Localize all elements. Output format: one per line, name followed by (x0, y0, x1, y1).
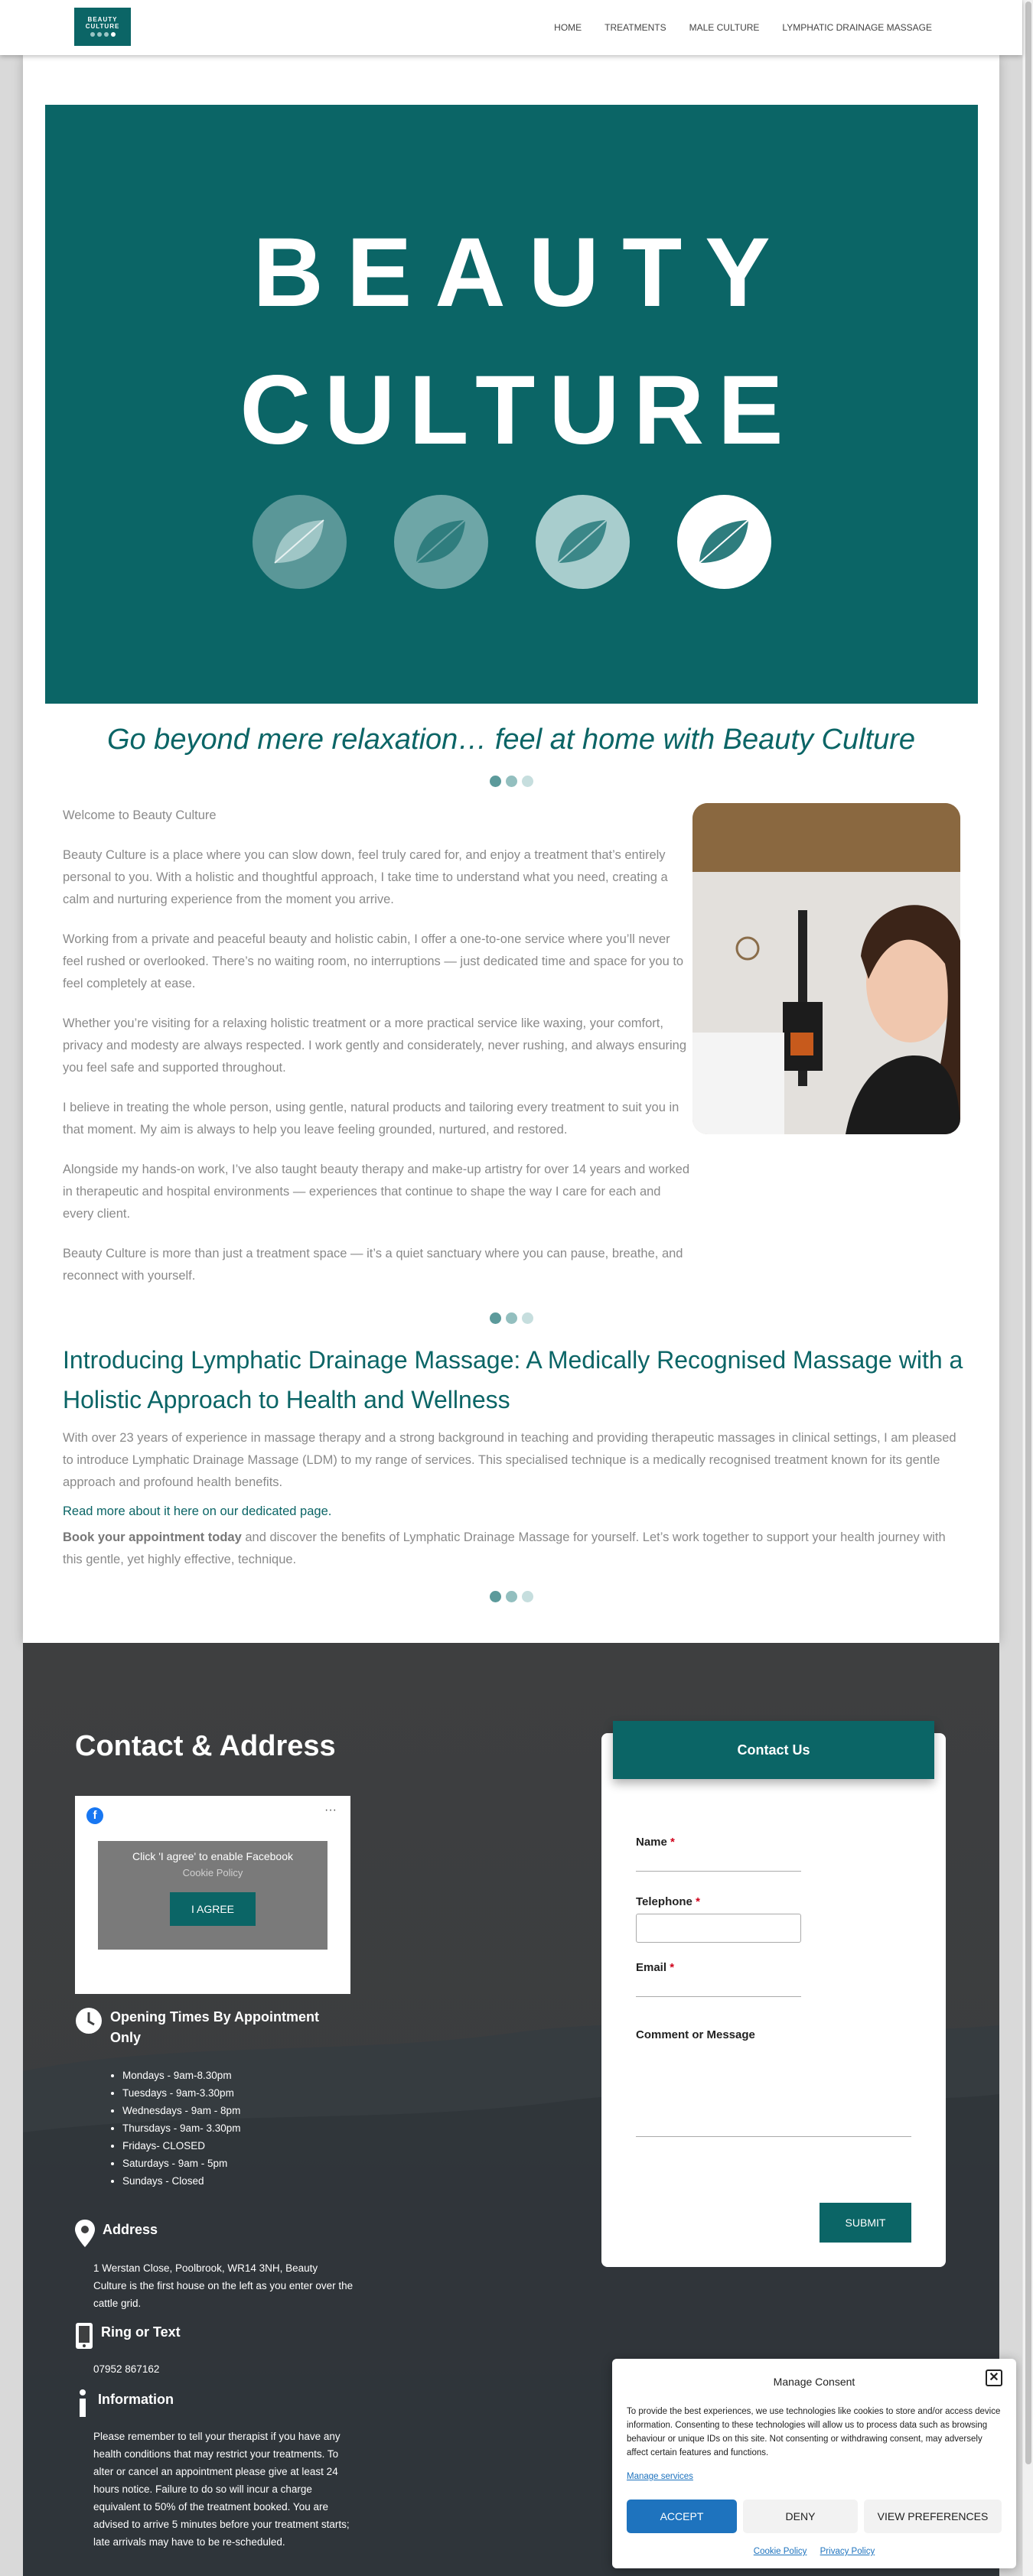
leaf-icon (536, 495, 630, 589)
leaf-icon (253, 495, 347, 589)
logo-leaf-icons (74, 32, 131, 37)
nav-male-culture[interactable]: MALE CULTURE (689, 22, 760, 33)
opening-time-item: • Mondays - 9am-8.30pm (122, 2067, 241, 2084)
information-heading (75, 2389, 174, 2417)
lymphatic-heading: Introducing Lymphatic Drainage Massage: A Medically Recognised Massage with a Holistic Approach to Health and Wellness (63, 1346, 963, 1413)
lymphatic-read-more-link[interactable]: Read more about it here on our dedicated page. (63, 1504, 332, 1518)
opening-time-item: • Tuesdays - 9am-3.30pm (122, 2084, 241, 2102)
intro-paragraph: Alongside my hands-on work, I’ve also taught beauty therapy and make-up artistry for over 14 years and worked in therapeutic and hospital environments — experiences that continue to shape the way I care for each and every client. (63, 1163, 690, 1221)
opening-time-item: • Wednesdays - 9am - 8pm (122, 2102, 241, 2119)
section-divider (23, 1312, 999, 1324)
scrollbar[interactable] (1022, 0, 1033, 2576)
section-divider (23, 776, 999, 787)
contact-form (601, 1733, 946, 2267)
facebook-agree-button[interactable]: I AGREE (170, 1892, 256, 1926)
facebook-consent-placeholder (98, 1841, 327, 1950)
facebook-embed (75, 1796, 350, 1994)
opening-time-item: • Sundays - Closed (122, 2172, 241, 2190)
privacy-policy-link[interactable]: Privacy Policy (820, 2547, 875, 2556)
deny-button[interactable]: DENY (743, 2500, 858, 2533)
intro-paragraph: Working from a private and peaceful beauty and holistic cabin, I offer a one-to-one service where you’ll never feel rushed or overlooked. There’s no waiting room, no interruptions — just dedicated time and space for you to feel completely at ease. (63, 932, 684, 990)
phone-number[interactable]: 07952 867162 (93, 2363, 160, 2375)
leaf-icon (677, 495, 771, 589)
consent-policy-links (612, 2547, 1016, 2556)
phone-heading (75, 2322, 181, 2350)
cookie-consent-dialog (612, 2359, 1016, 2568)
facebook-icon: f (86, 1807, 103, 1824)
info-icon (75, 2389, 90, 2417)
intro-paragraph: Beauty Culture is a place where you can slow down, feel truly cared for, and enjoy a treatment that’s entirely personal to you. With a holistic and thoughtful approach, I take time to understand what you need, creating a calm and nurturing experience from the moment you arrive. (63, 848, 668, 906)
nav-treatments[interactable]: TREATMENTS (604, 22, 666, 33)
clock-icon (75, 2007, 103, 2034)
address-text: 1 Werstan Close, Poolbrook, WR14 3NH, Beauty Culture is the first house on the left as you enter over the cattle grid. (93, 2262, 354, 2309)
booking-emphasis: Book your appointment today (63, 1530, 242, 1544)
name-field[interactable] (636, 1871, 801, 1872)
site-header (0, 0, 1022, 55)
address-title: Address (103, 2222, 158, 2237)
facebook-consent-text: Click 'I agree' to enable Facebook (132, 1850, 294, 1862)
submit-button[interactable]: SUBMIT (820, 2203, 911, 2243)
logo-line-2: CULTURE (85, 23, 120, 30)
booking-rest: and discover the benefits of Lymphatic Drainage Massage for yourself. Let’s work together to support your health journey with this gentle, yet highly effective, technique. (63, 1530, 946, 1566)
hero-title-beauty: BEAUTY (253, 218, 793, 327)
main-nav (554, 22, 932, 33)
consent-body: To provide the best experiences, we use technologies like cookies to store and/or access device information. Consenting to these technologies will allow us to process data such as browsing behaviour or unique IDs on this site. Not consenting or withdrawing consent, may adversely affect certain features and functions. (627, 2407, 1001, 2457)
tagline: Go beyond mere relaxation… feel at home with Beauty Culture (106, 724, 916, 756)
contact-title: Contact & Address (75, 1730, 336, 1762)
hero-leaf-icons (45, 495, 978, 589)
comment-field[interactable] (636, 2050, 911, 2137)
intro-paragraph: I believe in treating the whole person, using gentle, natural products and tailoring every treatment to suit you in that moment. My aim is always to help you leave feeling grounded, nurtured, and restored. (63, 1101, 679, 1137)
opening-times-list (122, 2067, 241, 2190)
intro-paragraph: Whether you’re visiting for a relaxing holistic treatment or a more practical service like waxing, your comfort, privacy and modesty are always respected. I work gently and considerately, never rushing, and always ensuring you feel safe and supported throughout. (63, 1016, 687, 1075)
opening-times-heading (75, 2007, 340, 2048)
information-text: Please remember to tell your therapist if you have any health conditions that may restrict your treatments. To alter or cancel an appointment please give at least 24 hours notice. Failure to do so will incur a charge equivalent to 50% of the treatment booked. You are advised to arrive 5 minutes before your treatment starts; late arrivals may have to be re-scheduled. (93, 2431, 350, 2548)
accept-button[interactable]: ACCEPT (627, 2500, 737, 2533)
contact-form-title: Contact Us (613, 1721, 934, 1779)
lymphatic-section (63, 1340, 966, 1571)
leaf-icon (394, 495, 488, 589)
site-logo[interactable] (74, 8, 131, 46)
cookie-policy-link[interactable]: Cookie Policy (753, 2547, 807, 2556)
nav-lymphatic-drainage[interactable]: LYMPHATIC DRAINAGE MASSAGE (782, 22, 932, 33)
phone-icon (75, 2322, 93, 2350)
map-pin-icon (75, 2220, 95, 2247)
opening-times-title: Opening Times By Appointment Only (110, 2009, 320, 2045)
address-heading (75, 2220, 158, 2247)
more-options-icon[interactable]: ··· (324, 1804, 337, 1817)
comment-label: Comment or Message (636, 2028, 755, 2041)
scrollbar-thumb[interactable] (1025, 2, 1031, 2464)
opening-time-item: • Thursdays - 9am- 3.30pm (122, 2119, 241, 2137)
hero-banner (45, 105, 978, 704)
hero-title-culture: CULTURE (240, 356, 797, 465)
main-content (23, 55, 999, 1643)
lymphatic-intro: With over 23 years of experience in massage therapy and a strong background in teaching and providing therapeutic massages in clinical settings, I am pleased to introduce Lymphatic Drainage Massage (LDM) to my range of services. This specialised technique is a medically recognised treatment known for its gentle approach and profound health benefits. (63, 1431, 956, 1489)
section-divider (23, 1591, 999, 1602)
intro-paragraph: Welcome to Beauty Culture (63, 808, 217, 822)
close-icon[interactable]: ✕ (986, 2369, 1002, 2386)
opening-time-item: • Fridays- CLOSED (122, 2137, 241, 2155)
intro-text (63, 805, 690, 1305)
consent-title: Manage Consent (773, 2376, 855, 2388)
therapist-photo (692, 803, 960, 1134)
opening-time-item: • Saturdays - 9am - 5pm (122, 2155, 241, 2172)
phone-title: Ring or Text (101, 2324, 181, 2340)
telephone-label: Telephone * (636, 1895, 700, 1908)
manage-services-link[interactable]: Manage services (627, 2472, 693, 2481)
name-label: Name * (636, 1836, 675, 1849)
information-title: Information (98, 2392, 174, 2407)
nav-home[interactable]: HOME (554, 22, 582, 33)
email-label: Email * (636, 1961, 675, 1974)
lymphatic-booking-text (63, 1527, 966, 1571)
intro-paragraph: Beauty Culture is more than just a treatment space — it’s a quiet sanctuary where you can pause, breathe, and reconnect with yourself. (63, 1247, 683, 1283)
facebook-cookie-policy-link[interactable]: Cookie Policy (182, 1867, 243, 1878)
view-preferences-button[interactable]: VIEW PREFERENCES (864, 2500, 1002, 2533)
telephone-field[interactable] (636, 1914, 801, 1943)
email-field[interactable] (636, 1996, 801, 1997)
logo-line-1: BEAUTY (87, 16, 118, 23)
